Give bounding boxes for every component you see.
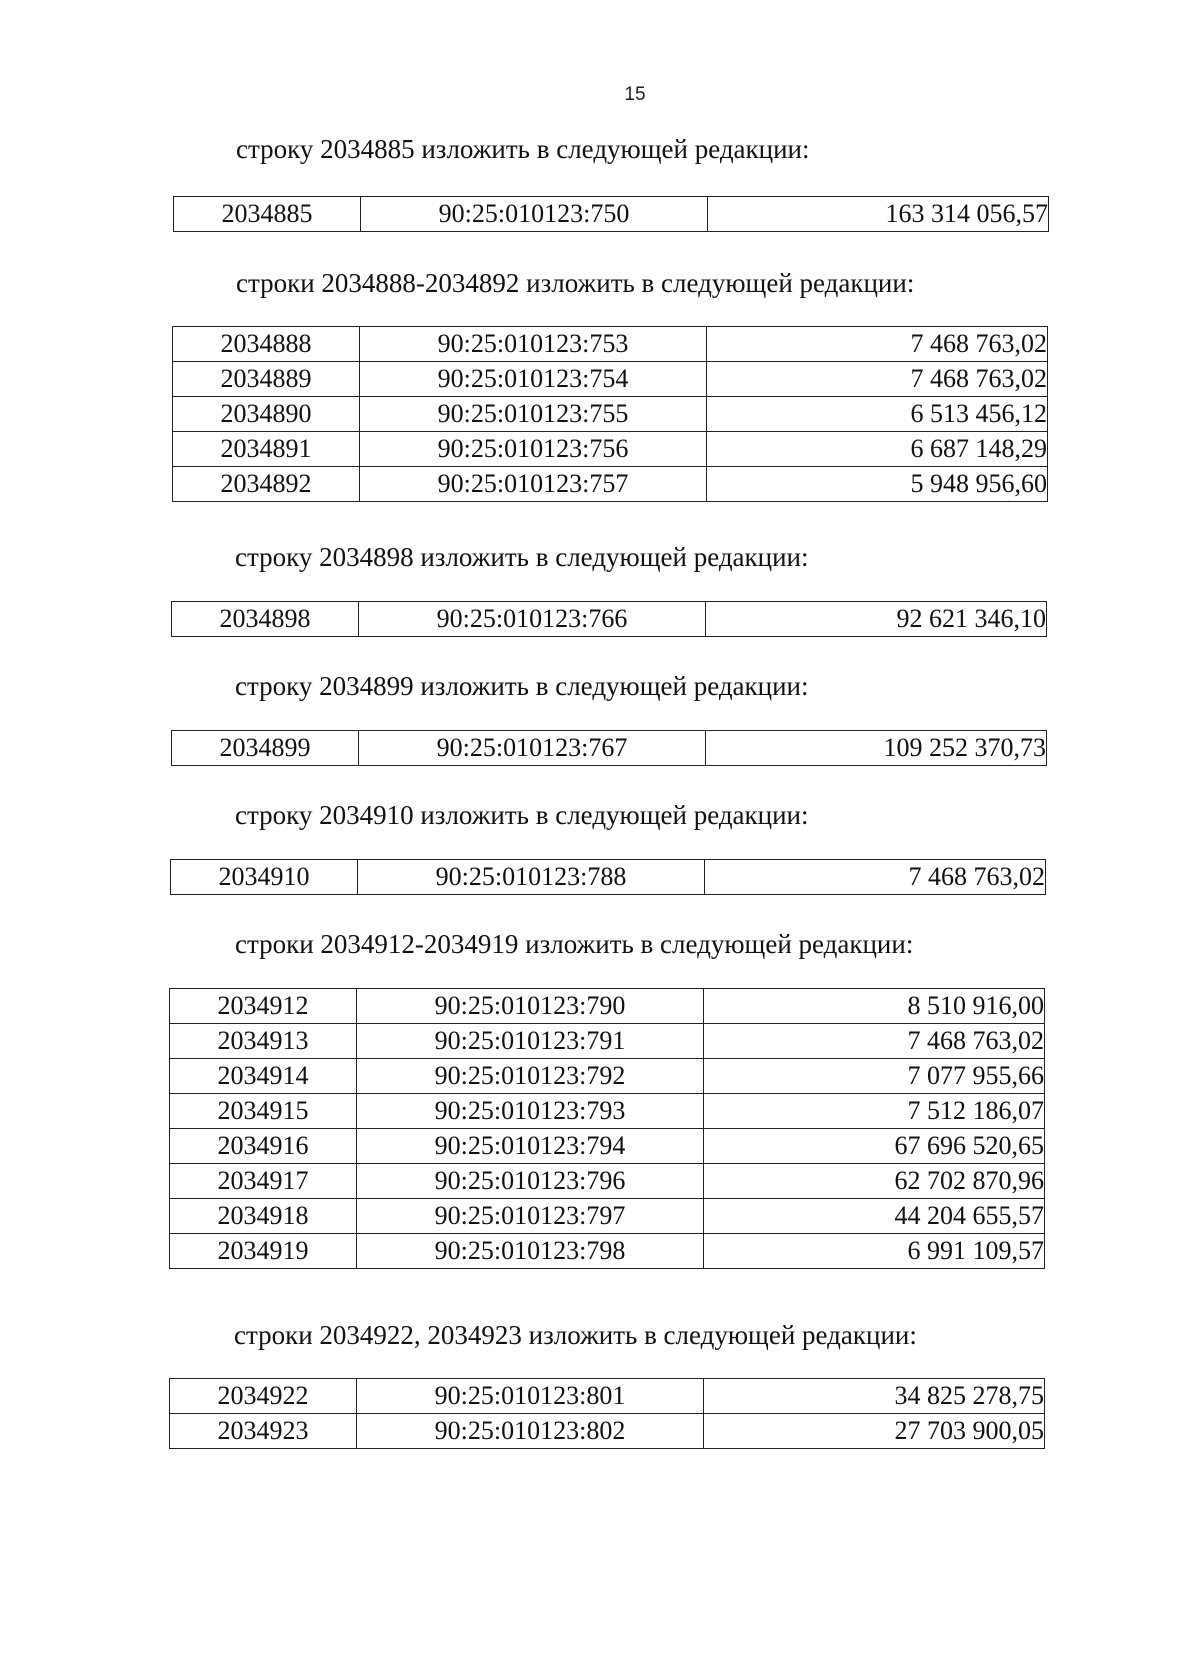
table-row <box>173 397 1048 432</box>
row-number-cell: 2034913 <box>170 1024 357 1059</box>
cadastral-number-cell: 90:25:010123:796 <box>357 1164 704 1199</box>
value-cell: 62 702 870,96 <box>704 1164 1045 1199</box>
value-cell: 34 825 278,75 <box>704 1379 1045 1414</box>
value-cell: 109 252 370,73 <box>706 731 1047 766</box>
amendment-table <box>172 326 1048 502</box>
cadastral-number-cell: 90:25:010123:757 <box>360 467 707 502</box>
value-cell: 67 696 520,65 <box>704 1129 1045 1164</box>
row-number-cell: 2034923 <box>170 1414 357 1449</box>
amendment-intro: строки 2034922, 2034923 изложить в следующей редакции: <box>234 1320 917 1350</box>
row-number-cell: 2034898 <box>172 602 359 637</box>
cadastral-number-cell: 90:25:010123:790 <box>357 989 704 1024</box>
value-cell: 92 621 346,10 <box>706 602 1047 637</box>
row-number-cell: 2034890 <box>173 397 360 432</box>
table-row <box>170 1024 1045 1059</box>
cadastral-number-cell: 90:25:010123:754 <box>360 362 707 397</box>
value-cell: 6 513 456,12 <box>707 397 1048 432</box>
amendment-table <box>169 1378 1045 1449</box>
row-number-cell: 2034915 <box>170 1094 357 1129</box>
table-row <box>170 989 1045 1024</box>
row-number-cell: 2034922 <box>170 1379 357 1414</box>
amendment-table <box>171 601 1047 637</box>
amendment-table <box>173 196 1049 232</box>
value-cell: 7 077 955,66 <box>704 1059 1045 1094</box>
cadastral-number-cell: 90:25:010123:797 <box>357 1199 704 1234</box>
cadastral-number-cell: 90:25:010123:792 <box>357 1059 704 1094</box>
value-cell: 44 204 655,57 <box>704 1199 1045 1234</box>
table-row <box>170 1234 1045 1269</box>
amendment-intro: строки 2034912-2034919 изложить в следующей редакции: <box>235 929 914 959</box>
row-number-cell: 2034916 <box>170 1129 357 1164</box>
table-row <box>173 327 1048 362</box>
value-cell: 7 468 763,02 <box>707 362 1048 397</box>
cadastral-number-cell: 90:25:010123:753 <box>360 327 707 362</box>
table-row <box>173 362 1048 397</box>
cadastral-number-cell: 90:25:010123:788 <box>358 860 705 895</box>
row-number-cell: 2034888 <box>173 327 360 362</box>
amendment-table <box>169 988 1045 1269</box>
cadastral-number-cell: 90:25:010123:798 <box>357 1234 704 1269</box>
table-row <box>170 1059 1045 1094</box>
amendment-intro: строки 2034888-2034892 изложить в следующей редакции: <box>236 268 915 298</box>
row-number-cell: 2034910 <box>171 860 358 895</box>
table-row <box>170 1414 1045 1449</box>
row-number-cell: 2034891 <box>173 432 360 467</box>
value-cell: 6 991 109,57 <box>704 1234 1045 1269</box>
value-cell: 163 314 056,57 <box>708 197 1049 232</box>
amendment-intro: строку 2034885 изложить в следующей редакции: <box>236 134 810 164</box>
row-number-cell: 2034919 <box>170 1234 357 1269</box>
value-cell: 5 948 956,60 <box>707 467 1048 502</box>
value-cell: 6 687 148,29 <box>707 432 1048 467</box>
amendment-intro: строку 2034910 изложить в следующей редакции: <box>235 800 809 830</box>
cadastral-number-cell: 90:25:010123:766 <box>359 602 706 637</box>
row-number-cell: 2034899 <box>172 731 359 766</box>
table-row <box>173 432 1048 467</box>
amendment-intro: строку 2034898 изложить в следующей редакции: <box>235 542 809 572</box>
value-cell: 7 468 763,02 <box>705 860 1046 895</box>
cadastral-number-cell: 90:25:010123:802 <box>357 1414 704 1449</box>
value-cell: 7 512 186,07 <box>704 1094 1045 1129</box>
cadastral-number-cell: 90:25:010123:767 <box>359 731 706 766</box>
table-row <box>172 731 1047 766</box>
amendment-table <box>171 730 1047 766</box>
table-row <box>170 1094 1045 1129</box>
value-cell: 7 468 763,02 <box>707 327 1048 362</box>
row-number-cell: 2034918 <box>170 1199 357 1234</box>
table-row <box>170 1199 1045 1234</box>
cadastral-number-cell: 90:25:010123:756 <box>360 432 707 467</box>
table-row <box>170 1379 1045 1414</box>
cadastral-number-cell: 90:25:010123:794 <box>357 1129 704 1164</box>
cadastral-number-cell: 90:25:010123:791 <box>357 1024 704 1059</box>
row-number-cell: 2034917 <box>170 1164 357 1199</box>
cadastral-number-cell: 90:25:010123:801 <box>357 1379 704 1414</box>
cadastral-number-cell: 90:25:010123:793 <box>357 1094 704 1129</box>
table-row <box>170 1129 1045 1164</box>
row-number-cell: 2034912 <box>170 989 357 1024</box>
cadastral-number-cell: 90:25:010123:755 <box>360 397 707 432</box>
table-row <box>170 1164 1045 1199</box>
table-row <box>171 860 1046 895</box>
table-row <box>173 467 1048 502</box>
row-number-cell: 2034885 <box>174 197 361 232</box>
value-cell: 27 703 900,05 <box>704 1414 1045 1449</box>
amendment-table <box>170 859 1046 895</box>
page-number: 15 <box>624 84 646 105</box>
table-row <box>174 197 1049 232</box>
row-number-cell: 2034892 <box>173 467 360 502</box>
row-number-cell: 2034889 <box>173 362 360 397</box>
row-number-cell: 2034914 <box>170 1059 357 1094</box>
amendment-intro: строку 2034899 изложить в следующей редакции: <box>235 671 809 701</box>
value-cell: 7 468 763,02 <box>704 1024 1045 1059</box>
cadastral-number-cell: 90:25:010123:750 <box>361 197 708 232</box>
table-row <box>172 602 1047 637</box>
value-cell: 8 510 916,00 <box>704 989 1045 1024</box>
